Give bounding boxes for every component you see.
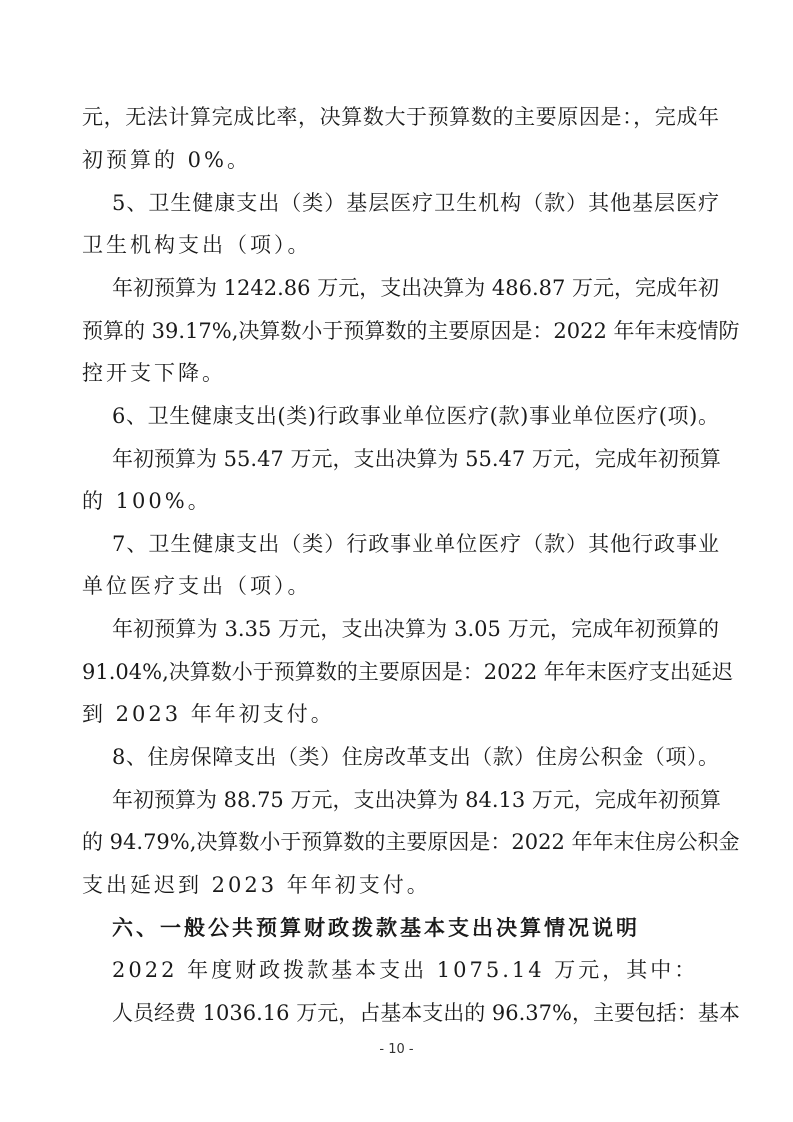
- item-7-title: 7、卫生健康支出（类）行政事业单位医疗（款）其他行政事业: [112, 532, 719, 556]
- paragraph-line: 的 94.79%,决算数小于预算数的主要原因是：2022 年年末住房公积金: [82, 830, 740, 854]
- item-7-title-cont: 单位医疗支出（项）。: [82, 574, 312, 598]
- item-6-title: 6、卫生健康支出(类)行政事业单位医疗(款)事业单位医疗(项)。: [112, 404, 719, 428]
- paragraph-line: 元，无法计算完成比率，决算数大于预算数的主要原因是：，完成年: [82, 105, 719, 129]
- section-heading: 六、一般公共预算财政拨款基本支出决算情况说明: [112, 915, 640, 940]
- paragraph-line: 初预算的 0%。: [82, 148, 251, 172]
- paragraph-line: 控开支下降。: [82, 361, 226, 385]
- paragraph-line: 到 2023 年年初支付。: [82, 702, 335, 726]
- paragraph-line: 的 100%。: [82, 489, 212, 513]
- paragraph-line: 预算的 39.17%,决算数小于预算数的主要原因是：2022 年年末疫情防: [82, 319, 740, 343]
- paragraph-line: 91.04%,决算数小于预算数的主要原因是：2022 年年末医疗支出延迟: [82, 660, 733, 684]
- item-8-title: 8、住房保障支出（类）住房改革支出（款）住房公积金（项）。: [112, 745, 719, 769]
- item-5-title: 5、卫生健康支出（类）基层医疗卫生机构（款）其他基层医疗: [112, 191, 719, 215]
- item-5-title-cont: 卫生机构支出（项）。: [82, 233, 312, 257]
- paragraph-line: 年初预算为 88.75 万元，支出决算为 84.13 万元，完成年初预算: [112, 788, 721, 812]
- paragraph-line: 2022 年度财政拨款基本支出 1075.14 万元，其中：: [112, 958, 699, 982]
- paragraph-line: 人员经费 1036.16 万元，占基本支出的 96.37%，主要包括：基本: [112, 1001, 740, 1025]
- paragraph-line: 支出延迟到 2023 年年初支付。: [82, 873, 431, 897]
- paragraph-line: 年初预算为 55.47 万元，支出决算为 55.47 万元，完成年初预算: [112, 447, 721, 471]
- paragraph-line: 年初预算为 1242.86 万元，支出决算为 486.87 万元，完成年初: [112, 276, 720, 300]
- paragraph-line: 年初预算为 3.35 万元，支出决算为 3.05 万元，完成年初预算的: [112, 617, 719, 641]
- page-number: - 10 -: [379, 1042, 414, 1057]
